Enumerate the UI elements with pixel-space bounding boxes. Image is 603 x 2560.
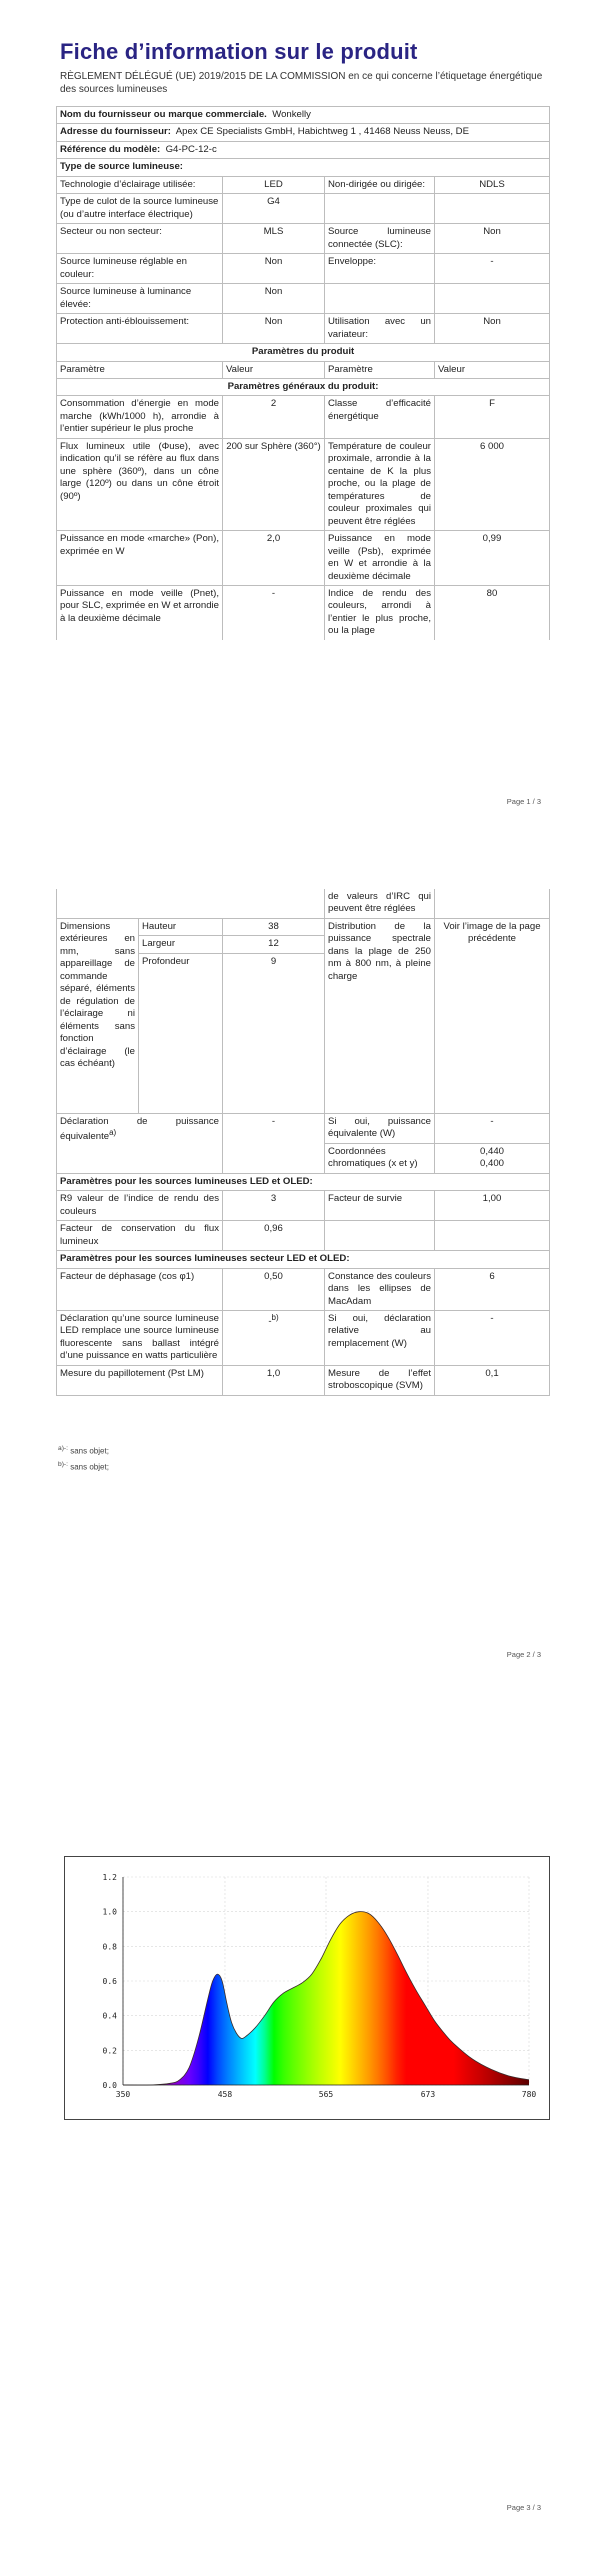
dimension-value: 12 [223,936,325,953]
dimension-value: 9 [223,953,325,1113]
dimension-name: Profondeur [139,953,223,1113]
y-tick-label: 0.8 [102,1942,117,1952]
address-value: Apex CE Specialists GmbH, Habichtweg 1 , 41468 Neuss Neuss, DE [175,126,469,138]
general-header-row [57,378,550,395]
spectral-distribution-chart [64,1856,550,2120]
x-tick-label: 565 [318,2090,334,2099]
model-label: Référence du modèle: [60,143,161,155]
cell-label: Puissance en mode veille (Pnet), pour SLC, exprimée en W et arrondie à la deuxième décimale [57,586,223,640]
cell-label-text: (ou d’autre interface électrique) [60,208,193,220]
page-2 [0,853,603,1706]
footnote-mark: b) [58,1461,64,1468]
address-row [57,124,550,141]
cell-label: Source lumineuse à luminance élevée: [57,284,223,314]
table-row [57,531,550,586]
table-row [57,1365,550,1395]
column-header: Paramètre [57,361,223,378]
y-tick-label: 1.2 [102,1873,117,1882]
cell-label: Mesure de l’effet stroboscopique (SVM) [325,1365,435,1395]
cell-label: Consommation d’énergie en mode marche (kWh/1000 h), arrondie à l’entier supérieur le plus proche [57,396,223,438]
column-header: Valeur [223,361,325,378]
cell-label [325,284,435,314]
cell-value: MLS [223,224,325,254]
cell-label: Puissance en mode veille (Psb), exprimée en W et arrondie à la deuxième décimale [325,531,435,586]
cell-label: Si oui, déclaration relative au remplacement (W) [325,1310,435,1365]
mains-header-row [57,1251,550,1268]
cell-label-text: Type de culot de la source lumineuse [60,196,219,208]
cell-label [57,1113,223,1173]
cell-label: Facteur de conservation du flux lumineux [57,1221,223,1251]
dimension-value: 38 [223,918,325,935]
page-number: Page 3 / 3 [506,2503,541,2512]
table-row [57,1310,550,1365]
cell-label: Source lumineuse réglable en couleur: [57,254,223,284]
supplier-value: Wonkelly [272,109,311,120]
x-tick-label: 350 [115,2090,131,2099]
cell-value: 6 000 [435,438,550,530]
cell-value: 2 [223,396,325,438]
address-label: Adresse du fournisseur: [60,126,171,138]
cell-label: Utilisation avec un variateur: [325,314,435,344]
cell-value: Voir l’image de la page précédente [435,918,550,1113]
cell-label: Mesure du papillotement (Pst LM) [57,1365,223,1395]
model-row [57,141,550,158]
cell-value: Non [435,314,550,344]
dimension-name: Hauteur [139,918,223,935]
cell-label: Constance des couleurs dans les ellipses de MacAdam [325,1268,435,1310]
params-header: Paramètres du produit [57,344,550,361]
cell-value: - [223,586,325,640]
model-value: G4-PC-12-c [165,143,217,155]
table-row [57,438,550,530]
cell-value: Non [223,284,325,314]
table-row [57,194,550,224]
table-row [57,396,550,438]
y-tick-label: 0.2 [102,2046,117,2056]
cell-label: Classe d’efficacité énergétique [325,396,435,438]
cell-label: Température de couleur proximale, arrondie à la centaine de K la plus proche, ou la plage de températures de couleur proximales qui peuvent être réglées [325,438,435,530]
footnote-mark: a) [109,1128,117,1138]
mains-header: Paramètres pour les sources lumineuses secteur LED et OLED: [57,1251,550,1268]
cell-value: Non [435,224,550,254]
cell-label: Secteur ou non secteur: [57,224,223,254]
cell-label: Distribution de la puissance spectrale dans la plage de 250 nm à 800 nm, à pleine charge [325,918,435,1113]
table-row [57,224,550,254]
column-header-row [57,361,550,378]
cell-value: 0,96 [223,1221,325,1251]
cell-label: Source lumineuse connectée (SLC): [325,224,435,254]
cell-value-text: - [268,1316,272,1328]
chroma-x: 0,440 [480,1145,505,1157]
y-tick-label: 0.0 [102,2081,117,2090]
x-tick-label: 673 [420,2090,436,2099]
cell-label: Non-dirigée ou dirigée: [325,176,435,193]
cell-value: 0,1 [435,1365,550,1395]
product-info-table-continued [56,889,550,1396]
cell-label: Flux lumineux utile (Φuse), avec indication qu’il se réfère au flux dans une sphère (360º), dans un cône large (120º) ou dans un cône étroit (90º) [57,438,223,530]
page-3 [0,1706,603,2559]
table-row [57,254,550,284]
cell-value: - [435,1310,550,1365]
cell-value: - [435,254,550,284]
table-row [57,1113,550,1143]
empty-cell [57,889,325,918]
cell-label: Puissance en mode «marche» (Pon), exprimée en W [57,531,223,586]
chroma-y: 0,400 [480,1158,505,1170]
cell-label: R9 valeur de l’indice de rendu des couleurs [57,1191,223,1221]
cell-label: Si oui, puissance équivalente (W) [325,1113,435,1143]
params-header-row [57,344,550,361]
cell-value: 3 [223,1191,325,1221]
footnote-sep: -: [63,1445,68,1452]
page-number: Page 1 / 3 [506,797,541,806]
led-header: Paramètres pour les sources lumineuses LED et OLED: [57,1173,550,1190]
table-row [57,1191,550,1221]
empty-cell [435,889,550,918]
y-tick-label: 0.4 [102,2011,117,2021]
cell-value: NDLS [435,176,550,193]
source-type-header: Type de source lumineuse: [57,159,550,176]
table-row [57,1268,550,1310]
cell-value: 200 sur Sphère (360°) [223,438,325,530]
table-row [57,889,550,918]
cell-value: F [435,396,550,438]
supplier-row [57,107,550,124]
table-row [57,1221,550,1251]
cell-value: 0,99 [435,531,550,586]
cell-label-text: Déclaration de puissance équivalente [60,1115,219,1143]
led-header-row [57,1173,550,1190]
footnote [58,1445,109,1457]
dimension-name: Largeur [139,936,223,953]
footnote-text: sans objet; [70,1446,109,1456]
cell-label: Protection anti-éblouissement: [57,314,223,344]
cell-label [57,194,223,224]
cell-label: Coordonnées chromatiques (x et y) [325,1143,435,1173]
cell-label: Facteur de survie [325,1191,435,1221]
table-row [57,284,550,314]
x-tick-label: 780 [521,2090,537,2099]
cell-value: Non [223,254,325,284]
dimensions-label: Dimensions extérieures en mm, sans appareillage de commande séparé, éléments de régulation de l’éclairage ni éléments sans fonction d’éclairage (le cas échéant) [57,918,139,1113]
column-header: Valeur [435,361,550,378]
y-tick-label: 0.6 [102,1977,117,1986]
dimensions-row [57,918,550,935]
cell-value: LED [223,176,325,193]
table-row [57,176,550,193]
column-header: Paramètre [325,361,435,378]
table-row [57,314,550,344]
footnote-sep: -: [63,1461,68,1468]
spectral-chart-svg [65,1857,549,2119]
cell-value [435,284,550,314]
page-number: Page 2 / 3 [506,1650,541,1659]
cell-label: Déclaration qu’une source lumineuse LED remplace une source lumineuse fluorescente sans ballast intégré d’une puissance en watts particulière [57,1310,223,1365]
cell-value [435,1221,550,1251]
cell-value: 80 [435,586,550,640]
cell-label: Technologie d’éclairage utilisée: [57,176,223,193]
regulation-text: RÈGLEMENT DÉLÉGUÉ (UE) 2019/2015 DE LA COMMISSION en ce qui concerne l’étiquetage énergétique des sources lumineuses [60,71,543,95]
cell-value: 0,50 [223,1268,325,1310]
source-type-header-row [57,159,550,176]
cell-label: Enveloppe: [325,254,435,284]
footnote [58,1461,109,1473]
cell-value: 1,0 [223,1365,325,1395]
x-tick-label: 458 [217,2090,233,2099]
footnote-mark: a) [58,1445,64,1452]
supplier-label: Nom du fournisseur ou marque commerciale. [60,109,267,120]
cell-value: G4 [223,194,325,224]
cell-value: 1,00 [435,1191,550,1221]
cell-value: 6 [435,1268,550,1310]
cell-value [435,194,550,224]
product-info-table [56,106,550,640]
footnote-text: sans objet; [70,1462,109,1472]
cell-label [325,1221,435,1251]
cell-value [435,1143,550,1173]
y-tick-label: 1.0 [102,1907,117,1917]
cell-value: 2,0 [223,531,325,586]
cell-value: Non [223,314,325,344]
cell-label: Facteur de déphasage (cos φ1) [57,1268,223,1310]
cell-value [223,1310,325,1365]
footnote-mark: b) [271,1312,279,1322]
cell-value: - [435,1113,550,1143]
document-title: Fiche d’information sur le produit [60,39,418,64]
cell-value: - [223,1113,325,1173]
cell-label [325,194,435,224]
cell-label: de valeurs d’IRC qui peuvent être réglées [325,889,435,918]
page-1 [0,0,603,853]
general-header: Paramètres généraux du produit: [57,378,550,395]
cell-label: Indice de rendu des couleurs, arrondi à l’entier le plus proche, ou la plage [325,586,435,640]
table-row [57,586,550,640]
